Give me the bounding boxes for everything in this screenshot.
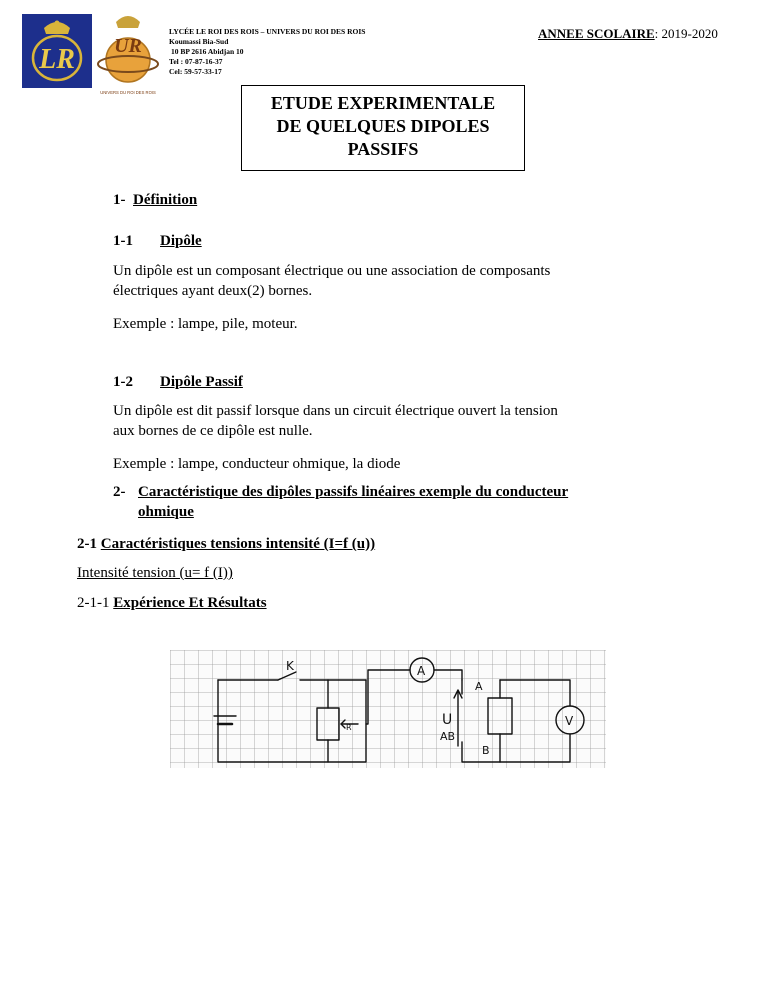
section-1-2-heading	[113, 373, 243, 392]
section-1-title: Définition	[133, 192, 198, 208]
title-line-3: PASSIFS	[347, 139, 419, 159]
school-tel: Tel : 07-87-16-37	[169, 57, 223, 66]
school-logo-left	[22, 14, 92, 88]
section-2-1-heading	[77, 535, 375, 554]
section-2-1-1-number: 2-1-1	[77, 595, 110, 611]
voltage-label: U	[442, 712, 453, 728]
dipole-example: Exemple : lampe, pile, moteur.	[113, 316, 298, 332]
node-b-label: B	[482, 744, 490, 757]
svg-text:UNIVERS DU ROI DES ROIS: UNIVERS DU ROI DES ROIS	[100, 90, 156, 95]
section-2-1-number: 2-1	[77, 536, 97, 552]
section-1-2-title: Dipôle Passif	[160, 374, 243, 390]
passive-dipole-line-1: Un dipôle est dit passif lorsque dans un circuit électrique ouvert la tension	[113, 403, 558, 419]
section-1-2-number: 1-2	[113, 374, 133, 390]
voltmeter-label: V	[565, 714, 574, 728]
dipole-definition-line-1: Un dipôle est un composant électrique ou une association de composants	[113, 263, 551, 279]
svg-text:LR: LR	[39, 44, 75, 75]
section-1-1-number: 1-1	[113, 233, 133, 249]
school-info	[169, 27, 365, 77]
title-line-1: ETUDE EXPERIMENTALE	[270, 93, 496, 113]
document-title	[241, 85, 525, 171]
circuit-diagram	[170, 650, 606, 768]
rheostat-tap-label: R	[346, 723, 352, 732]
section-1-heading	[113, 191, 197, 210]
ammeter-label: A	[417, 664, 426, 678]
switch-label: K	[286, 659, 294, 673]
passive-dipole-line-2: aux bornes de ce dipôle est nulle.	[113, 423, 313, 439]
section-2-1-title: Caractéristiques tensions intensité (I=f (u))	[100, 536, 376, 552]
section-2-number: 2-	[113, 484, 126, 500]
school-year-value: : 2019-2020	[654, 26, 718, 41]
school-cel: Cel: 59-57-33-17	[169, 67, 222, 76]
title-line-2: DE QUELQUES DIPOLES	[276, 116, 490, 136]
section-2-title-line-1: Caractéristique des dipôles passifs linéaires exemple du conducteur	[138, 484, 569, 500]
section-2-1-1-title: Expérience Et Résultats	[113, 595, 267, 611]
section-2-1-1-heading	[77, 594, 267, 613]
school-year-label: ANNEE SCOLAIRE	[538, 26, 655, 41]
dipole-definition-line-2: électriques ayant deux(2) bornes.	[113, 283, 313, 299]
section-1-number: 1-	[113, 192, 126, 208]
svg-text:UR: UR	[114, 35, 142, 57]
school-postal: 10 BP 2616 Abidjan 10	[171, 47, 244, 56]
school-name: LYCÉE LE ROI DES ROIS – UNIVERS DU ROI DES ROIS	[169, 27, 366, 36]
section-1-1-title: Dipôle	[160, 233, 202, 249]
section-2-1-subtitle: Intensité tension (u= f (I))	[77, 565, 233, 581]
node-a-label: A	[475, 680, 483, 693]
voltage-sub-label: AB	[440, 730, 456, 743]
section-2-heading	[113, 483, 568, 502]
school-year	[538, 26, 718, 42]
school-logo-right	[96, 10, 160, 100]
school-location: Koumassi Bia-Sud	[169, 37, 229, 46]
passive-dipole-example: Exemple : lampe, conducteur ohmique, la diode	[113, 456, 401, 472]
section-2-title-line-2: ohmique	[138, 504, 194, 520]
section-1-1-heading	[113, 232, 202, 251]
